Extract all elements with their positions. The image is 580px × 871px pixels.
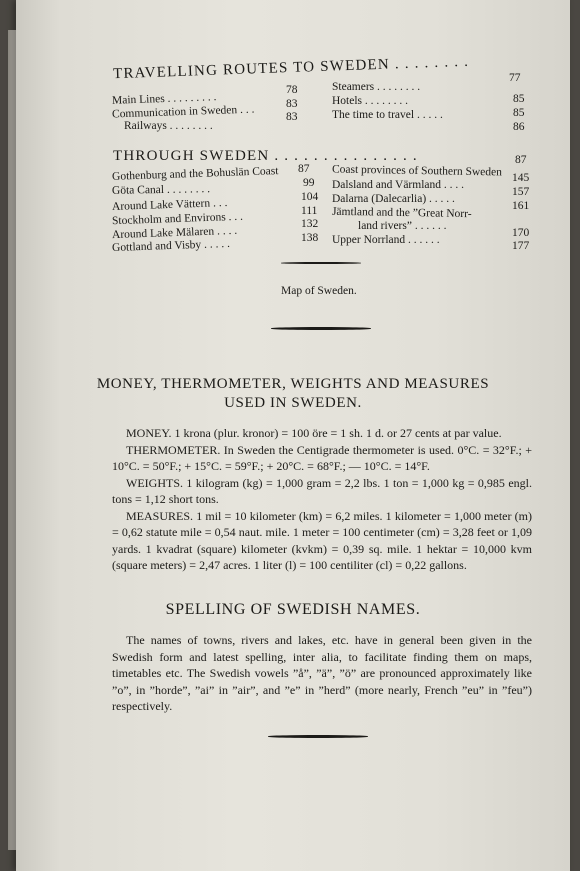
toc-entry-page: 83 [286, 111, 298, 123]
money-heading-line2: USED IN SWEDEN. [224, 395, 362, 411]
spelling-heading: SPELLING OF SWEDISH NAMES. [165, 601, 421, 618]
toc-entry-page: 170 [512, 227, 530, 239]
divider-rule [268, 735, 368, 738]
toc-entry-page: 132 [301, 218, 319, 230]
toc-entry-label: Main Lines . . . . . . . . . [111, 91, 217, 107]
toc-entry-page: 87 [298, 163, 310, 175]
section-page-number: 77 [509, 72, 521, 84]
toc-entry-label: Upper Norrland . . . . . . [332, 234, 440, 246]
measures-paragraph: MEASURES. 1 mil = 10 kilometer (km) = 6,2 miles. 1 kilometer = 1,000 meter (m) = 0,62 statute mile = 0,54 naut. mile. 1 meter = 100 centimeter (cm) = 3,28 feet or 1,09 yards. 1 kvadrat (square) kilometer (kvkm) = 0,39 sq. mile. 1 hektar = 10,000 kvm (square meters) = 2,47 acres. 1 liter (l) = 100 centiliter (cl) = 0,22 gallons. [112, 508, 532, 572]
section-title-through-sweden: THROUGH SWEDEN . . . . . . . . . . . . . . . [113, 148, 418, 164]
toc-entry-label: The time to travel . . . . . [332, 109, 443, 121]
measures-text [112, 425, 532, 574]
toc-entry-label: Communication in Sweden . . . [111, 103, 255, 121]
toc-entry-page: 99 [303, 177, 315, 189]
map-caption: Map of Sweden. [281, 285, 357, 297]
money-heading-line1: MONEY, THERMOMETER, WEIGHTS AND MEASURES [96, 376, 490, 392]
toc-entry-page: 85 [513, 107, 525, 119]
toc-entry-page: 177 [512, 240, 530, 252]
toc-entry-label: Railways . . . . . . . . [124, 120, 213, 132]
toc-entry-label: Dalsland and Värmland . . . . [332, 179, 465, 191]
section-page-number: 87 [515, 154, 527, 166]
weights-paragraph: WEIGHTS. 1 kilogram (kg) = 1,000 gram = 2,2 lbs. 1 ton = 1,000 kg = 0,985 engl. tons = 1,12 short tons. [112, 475, 532, 506]
toc-entry-page: 161 [512, 200, 530, 212]
toc-entry-page: 138 [301, 232, 319, 244]
toc-entry-label: Hotels . . . . . . . . [332, 95, 409, 107]
toc-entry-label: Around Lake Mälaren . . . . [111, 224, 238, 242]
toc-entry-page: 85 [513, 93, 525, 105]
divider-rule [281, 262, 361, 264]
toc-entry-label: Steamers . . . . . . . . [332, 81, 421, 93]
toc-entry-label: Stockholm and Environs . . . [111, 210, 244, 228]
toc-entry-label: Gothenburg and the Bohuslän Coast [111, 165, 279, 183]
toc-entry-page: 111 [301, 205, 318, 217]
toc-entry-page: 86 [513, 121, 525, 133]
book-page [16, 0, 570, 871]
toc-entry-label: Around Lake Vättern . . . [111, 196, 228, 214]
toc-entry-page: 145 [512, 172, 530, 184]
spelling-text [112, 632, 532, 715]
toc-entry-page: 83 [286, 98, 298, 110]
toc-entry-label: land rivers” . . . . . . [358, 220, 447, 232]
section-title-travelling-routes: TRAVELLING ROUTES TO SWEDEN . . . . . . . . [112, 53, 470, 83]
money-paragraph: MONEY. 1 krona (plur. kronor) = 100 öre = 1 sh. 1 d. or 27 cents at par value. [126, 426, 502, 440]
toc-entry-label: Coast provinces of Southern Sweden [331, 163, 503, 179]
toc-entry-page: 157 [512, 186, 530, 198]
divider-rule [271, 327, 371, 330]
toc-entry-label: Göta Canal . . . . . . . . [111, 183, 211, 197]
toc-entry-page: 78 [286, 84, 298, 96]
toc-entry-label: Gottland and Visby . . . . . [111, 237, 231, 255]
thermometer-paragraph: THERMOMETER. In Sweden the Centigrade thermometer is used. 0°C. = 32°F.; + 10°C. = 50°F.; + 15°C. = 59°F.; + 20°C. = 68°F.; — 10°C. = 14°F. [112, 442, 532, 473]
toc-entry-page: 104 [301, 191, 319, 203]
toc-entry-label: Dalarna (Dalecarlia) . . . . . [332, 193, 455, 205]
spelling-paragraph: The names of towns, rivers and lakes, etc. have in general been given in the Swedish form and latest spelling, inter alia, to facilitate finding them on maps, timetables etc. The Swedish vowels ”å”, ”ä”, ”ö” are pronounced approximately like ”o”, in ”horde”, ”ai” in ”air”, and ”e” in ”herd” (more nearly, French ”eu” in ”feu”) respectively. [112, 633, 532, 713]
toc-entry-label: Jämtland and the ”Great Norr- [331, 205, 472, 221]
